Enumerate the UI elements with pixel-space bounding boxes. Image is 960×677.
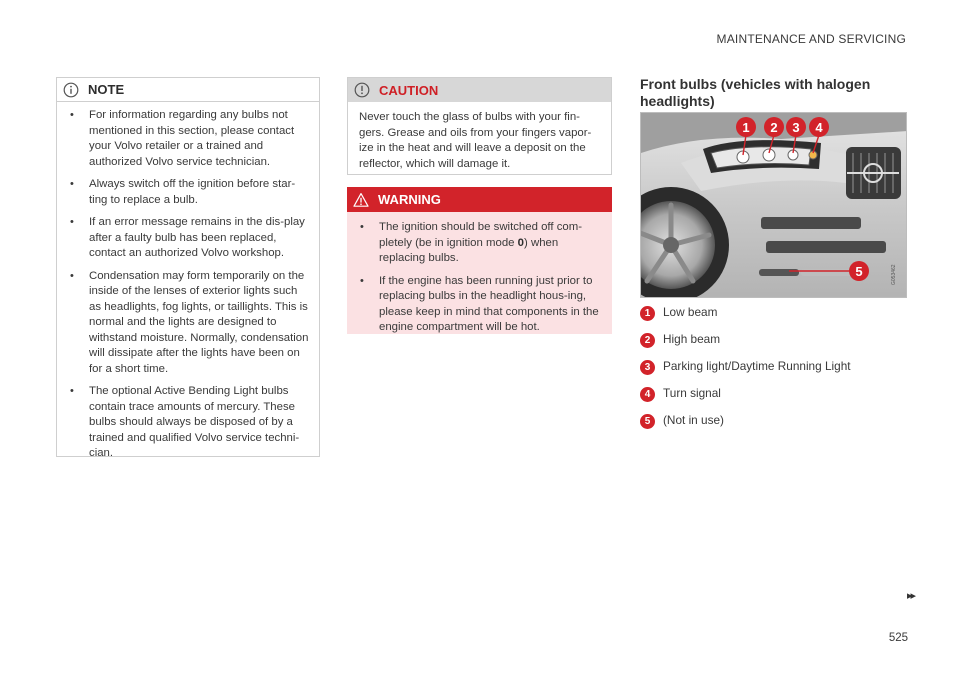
warning-list bbox=[347, 212, 612, 336]
note-list bbox=[57, 102, 319, 462]
legend-label: Low beam bbox=[663, 305, 718, 319]
note-item: • The optional Active Bending Light bulbs contain trace amounts of mercury. These bulbs should always be disposed of by a trained and qualified Volvo service techni-cian. bbox=[70, 384, 309, 462]
legend-item bbox=[640, 332, 851, 359]
legend-label: Turn signal bbox=[663, 386, 721, 400]
callout-2 bbox=[764, 117, 784, 137]
svg-text:1: 1 bbox=[742, 120, 750, 135]
page-number: 525 bbox=[888, 632, 908, 644]
note-item: • For information regarding any bulbs not mentioned in this section, please contact your Volvo retailer or a trained and authorized Volvo service technician. bbox=[70, 108, 309, 170]
legend-number: 4 bbox=[640, 387, 655, 402]
callout-3 bbox=[786, 117, 806, 137]
legend-label: Parking light/Daytime Running Light bbox=[663, 359, 851, 373]
caution-text: Never touch the glass of bulbs with your fin-gers. Grease and oils from your fingers vapor-ize in the heat and will leave a deposit on the reflector, which will damage it. bbox=[359, 111, 592, 170]
warning-box bbox=[347, 187, 612, 334]
page-header: MAINTENANCE AND SERVICING bbox=[716, 32, 906, 46]
next-page-arrow-icon[interactable]: ▸▸ bbox=[906, 590, 914, 602]
callout-4 bbox=[809, 117, 829, 137]
legend-item bbox=[640, 359, 851, 386]
svg-text:2: 2 bbox=[770, 120, 778, 135]
warning-header bbox=[347, 187, 612, 212]
legend-number: 1 bbox=[640, 306, 655, 321]
legend-label: (Not in use) bbox=[663, 413, 724, 427]
legend-number: 2 bbox=[640, 333, 655, 348]
legend-number: 3 bbox=[640, 360, 655, 375]
warning-title: WARNING bbox=[378, 192, 441, 207]
warning-item-text: The ignition should be switched off com-pletely (be in ignition mode bbox=[379, 221, 583, 249]
callout-1 bbox=[736, 117, 756, 137]
figure-code: G053462 bbox=[891, 264, 897, 285]
note-item: • If an error message remains in the dis-play after a faulty bulb has been replaced, contact an authorized Volvo workshop. bbox=[70, 215, 309, 262]
legend-item bbox=[640, 413, 851, 440]
caution-header bbox=[348, 78, 611, 102]
caution-box bbox=[347, 77, 612, 175]
warning-triangle-icon bbox=[353, 192, 369, 208]
svg-text:3: 3 bbox=[792, 120, 800, 135]
note-item: • Condensation may form temporarily on the inside of the lenses of exterior lights such as headlights, fog lights, or taillights. This is normal and the lights are designed to withstand moisture. Normally, condensation will dissipate after the lights have been on for a short time. bbox=[70, 269, 309, 378]
note-header bbox=[57, 78, 319, 102]
caution-title: CAUTION bbox=[379, 82, 439, 98]
note-item: • Always switch off the ignition before star-ting to replace a bulb. bbox=[70, 177, 309, 208]
info-circle-icon bbox=[63, 82, 79, 98]
warning-item bbox=[360, 220, 602, 267]
warning-item-text: ) when replacing bulbs. bbox=[379, 236, 559, 264]
bulb-legend bbox=[640, 305, 851, 440]
svg-text:5: 5 bbox=[855, 264, 863, 279]
legend-label: High beam bbox=[663, 332, 721, 346]
exclamation-circle-icon bbox=[354, 82, 370, 98]
legend-number: 5 bbox=[640, 414, 655, 429]
warning-item: • If the engine has been running just prior to replacing bulbs in the headlight hous-ing, please keep in mind that components in the engine compartment will be hot. bbox=[360, 274, 602, 336]
callout-5 bbox=[849, 261, 869, 281]
section-title: Front bulbs (vehicles with halogen headlights) bbox=[640, 76, 871, 109]
headlight-figure bbox=[640, 112, 907, 298]
note-box bbox=[56, 77, 320, 457]
ignition-mode: 0 bbox=[517, 236, 525, 249]
legend-item bbox=[640, 386, 851, 413]
note-title: NOTE bbox=[88, 82, 125, 97]
svg-text:4: 4 bbox=[815, 120, 823, 135]
legend-item bbox=[640, 305, 851, 332]
headlight-illustration bbox=[641, 113, 907, 298]
